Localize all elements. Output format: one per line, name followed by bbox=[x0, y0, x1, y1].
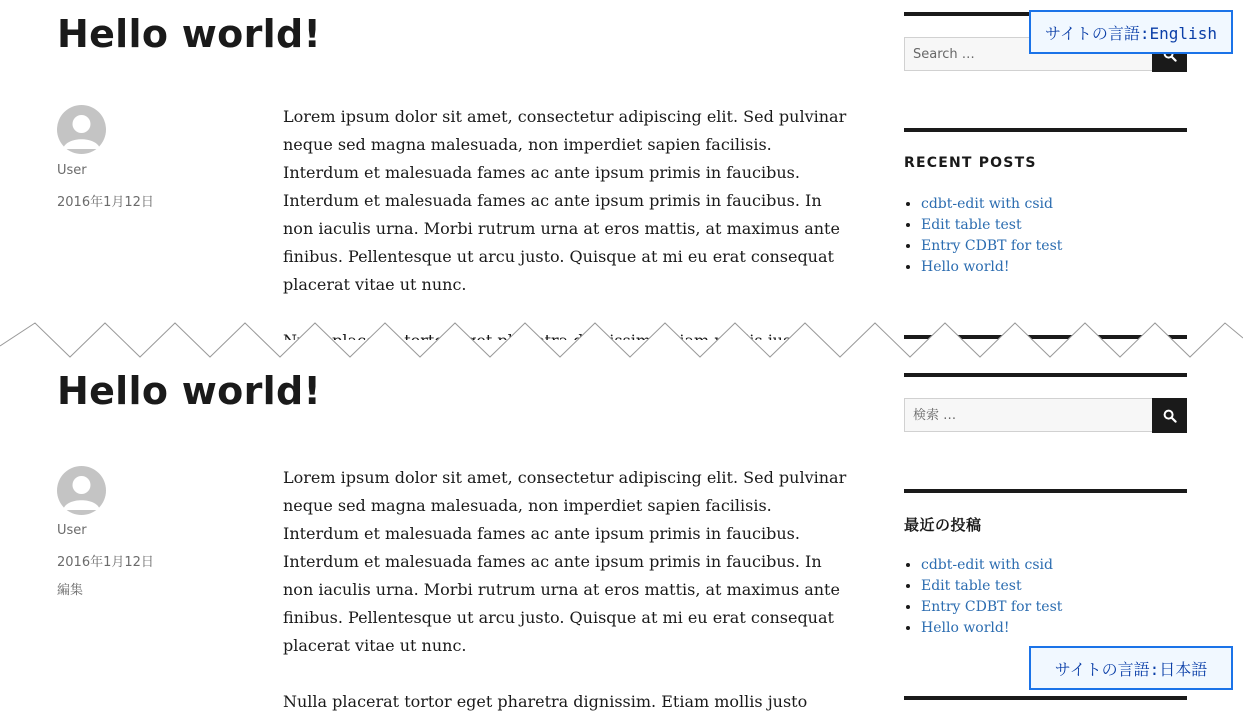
post-date[interactable]: 2016年1月12日 bbox=[57, 555, 154, 570]
recent-post-link[interactable]: cdbt-edit with csid bbox=[921, 196, 1053, 212]
post-paragraph: Lorem ipsum dolor sit amet, consectetur adipiscing elit. Sed pulvinar neque sed magna malesuada, non imperdiet sapien facilisis. Interdum et malesuada fames ac ante ipsum primis in faucibus. Interdum et malesuada fames ac ante ipsum primis in faucibus. In non iaculis urna. Morbi rutrum urna at eros mattis, at maximus ante finibus. Pellentesque ut arcu justo. Quisque at mi eu erat consequat placerat vitae ut nunc. bbox=[283, 468, 847, 655]
search-input[interactable] bbox=[904, 398, 1152, 432]
widget-divider bbox=[904, 696, 1187, 700]
post-paragraph: Nulla placerat tortor eget pharetra dignissim. Etiam mollis justo bbox=[283, 692, 808, 711]
recent-post-link[interactable]: Entry CDBT for test bbox=[921, 238, 1063, 254]
list-item bbox=[921, 618, 1062, 639]
list-item bbox=[921, 194, 1062, 215]
list-item bbox=[921, 215, 1062, 236]
recent-posts-title: RECENT POSTS bbox=[904, 155, 1037, 171]
recent-post-link[interactable]: Hello world! bbox=[921, 259, 1010, 275]
zigzag-divider bbox=[0, 318, 1243, 360]
recent-post-link[interactable]: Entry CDBT for test bbox=[921, 599, 1063, 615]
recent-post-link[interactable]: cdbt-edit with csid bbox=[921, 557, 1053, 573]
user-avatar-icon[interactable] bbox=[57, 466, 106, 515]
recent-post-link[interactable]: Edit table test bbox=[921, 578, 1022, 594]
language-label: サイトの言語:English bbox=[1029, 10, 1233, 54]
post-date[interactable]: 2016年1月12日 bbox=[57, 195, 154, 210]
search-button[interactable] bbox=[1152, 398, 1187, 433]
post-author[interactable]: User bbox=[57, 523, 87, 538]
post-title[interactable]: Hello world! bbox=[57, 12, 322, 56]
edit-link[interactable]: 編集 bbox=[57, 583, 84, 598]
list-item bbox=[921, 597, 1062, 618]
recent-post-link[interactable]: Edit table test bbox=[921, 217, 1022, 233]
recent-post-link[interactable]: Hello world! bbox=[921, 620, 1010, 636]
list-item bbox=[921, 236, 1062, 257]
post-author[interactable]: User bbox=[57, 163, 87, 178]
english-site-panel bbox=[0, 0, 1243, 350]
japanese-site-panel bbox=[0, 340, 1243, 711]
widget-divider bbox=[904, 373, 1187, 377]
user-avatar-icon[interactable] bbox=[57, 105, 106, 154]
post-paragraph: Lorem ipsum dolor sit amet, consectetur adipiscing elit. Sed pulvinar neque sed magna malesuada, non imperdiet sapien facilisis. Interdum et malesuada fames ac ante ipsum primis in faucibus. Interdum et malesuada fames ac ante ipsum primis in faucibus. In non iaculis urna. Morbi rutrum urna at eros mattis, at maximus ante finibus. Pellentesque ut arcu justo. Quisque at mi eu erat consequat placerat vitae ut nunc. bbox=[283, 107, 847, 294]
search-icon bbox=[1163, 409, 1177, 423]
post-title[interactable]: Hello world! bbox=[57, 369, 322, 413]
widget-divider bbox=[904, 489, 1187, 493]
language-label: サイトの言語:日本語 bbox=[1029, 646, 1233, 690]
recent-posts-list bbox=[904, 194, 1062, 278]
recent-posts-list bbox=[904, 555, 1062, 639]
list-item bbox=[921, 257, 1062, 278]
widget-divider bbox=[904, 128, 1187, 132]
list-item bbox=[921, 576, 1062, 597]
recent-posts-title: 最近の投稿 bbox=[904, 516, 982, 534]
list-item bbox=[921, 555, 1062, 576]
